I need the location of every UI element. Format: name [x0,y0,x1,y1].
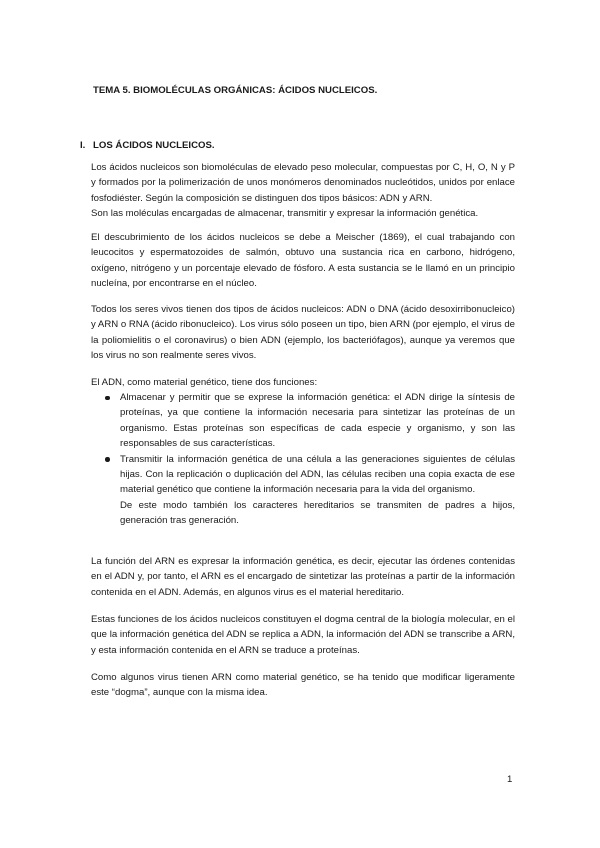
list-item [91,390,515,452]
functions-list [91,390,515,529]
paragraph-role: Son las moléculas encargadas de almacenar, transmitir y expresar la información genética. [91,208,479,219]
section-heading [80,138,215,153]
section-number: I. [80,140,86,151]
page-title: TEMA 5. BIOMOLÉCULAS ORGÁNICAS: ÁCIDOS NUCLEICOS. [93,85,378,96]
bullet-icon [105,396,110,401]
paragraph-central-dogma: Estas funciones de los ácidos nucleicos constituyen el dogma central de la biología molecular, en el que la información genética del ADN se replica a ADN, la información del ADN se transcribe a ARN, y esta información contenida en el ARN se traduce a proteínas. [91,614,515,656]
paragraph-definition: Los ácidos nucleicos son biomoléculas de elevado peso molecular, compuestas por C, H, O, N y P y formados por la polimerización de unos monómeros denominados nucleótidos, unidos por enlace fosfodiéster. Según la composición se distinguen dos tipos básicos: ADN y ARN. [91,162,515,204]
paragraph-dogma-modification: Como algunos virus tienen ARN como material genético, se ha tenido que modificar ligeramente este “dogma”, aunque con la misma idea. [91,672,515,699]
list-item-text: Transmitir la información genética de una célula a las generaciones siguientes de células hijas. Con la replicación o duplicación del ADN, las células reciben una copia exacta de ese material genético que contiene la información necesaria para la vida del organismo. [120,453,515,496]
bullet-icon [105,457,110,462]
paragraph-types: Todos los seres vivos tienen dos tipos de ácidos nucleicos: ADN o DNA (ácido desoxirribonucleico) y ARN o RNA (ácido ribonucleico). Los virus sólo poseen un tipo, bien ARN (por ejemplo, el virus de la poliomielitis o el coronavirus) o bien ADN (ejemplo, los bacteriófagos), aunque ya veremos que los virus no son realmente seres vivos. [91,304,515,362]
paragraph-arn-function: La función del ARN es expresar la información genética, es decir, ejecutar las órdenes contenidas en el ADN y, por tanto, el ARN es el encargado de sintetizar las proteínas a partir de la información contenida en el ADN. Además, en algunos virus es el material hereditario. [91,556,515,598]
paragraph-functions-intro: El ADN, como material genético, tiene dos funciones: [91,377,318,388]
list-item-extra: De este modo también los caracteres hereditarios se transmiten de padres a hijos, generación tras generación. [120,499,515,527]
list-item [91,452,515,529]
section-title: LOS ÁCIDOS NUCLEICOS. [93,140,215,151]
list-item-text: Almacenar y permitir que se exprese la información genética: el ADN dirige la síntesis de proteínas, ya que contiene la información necesaria para sintetizar las proteínas de un organismo. Estas proteínas son específicas de cada especie y organismo, y son las responsables de sus características. [120,392,515,450]
paragraph-discovery: El descubrimiento de los ácidos nucleicos se debe a Meischer (1869), el cual trabajando con leucocitos y espermatozoides de salmón, obtuvo una sustancia rica en carbono, hidrógeno, oxígeno, nitrógeno y un porcentaje elevado de fósforo. A esta sustancia se le llamó en un principio nucleína, por encontrarse en el núcleo. [91,232,515,290]
page-number: 1 [507,774,513,785]
